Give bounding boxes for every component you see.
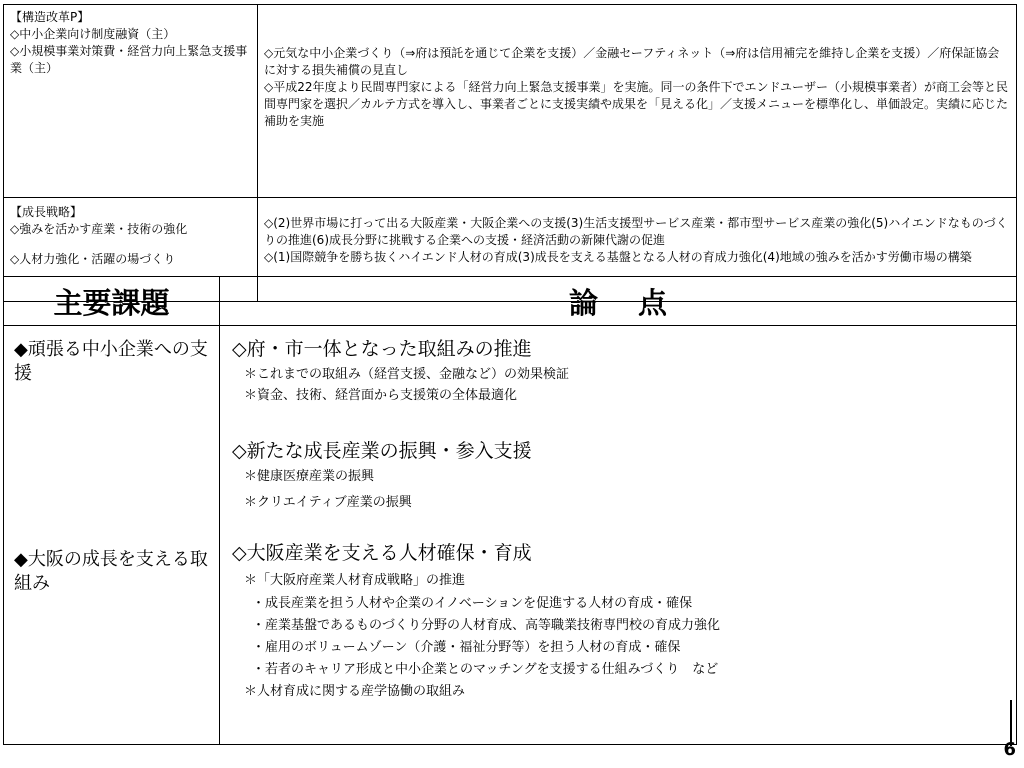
issues-points-header-row	[4, 277, 1017, 326]
issues-header: 主要課題	[4, 277, 220, 326]
structural-reform-item: ◇中小企業向け制度融資（主）	[10, 27, 176, 41]
growth-strategy-header: 【成長戦略】	[10, 205, 83, 219]
section-item: ＊人材育成に関する産学協働の取組み	[244, 684, 466, 699]
growth-strategy-detail: ◇(2)世界市場に打って出る大阪産業・大阪企業への支援(3)生活支援型サービス産業・都市型サービス産業の強化(5)ハイエンドなものづくりの推進(6)成長分野に挑戦する企業への支援・経済活動の新陳代謝の促進	[264, 216, 1008, 247]
structural-reform-detail: ◇平成22年度より民間専門家による「経営力向上緊急支援事業」を実施。同一の条件下でエンドユーザー（小規模事業者）が商工会等と民間専門家を選択／カルテ方式を導入し、事業者ごとに支援実績や成果を「見える化」／支援メニューを標準化し、単価設定。実績に応じた補助を実施	[264, 80, 1009, 128]
issues-points-body-row	[4, 326, 1017, 745]
section-sub-item: ・雇用のボリュームゾーン（介護・福祉分野等）を担う人材の育成・確保	[252, 640, 681, 655]
structural-reform-detail: ◇元気な中小企業づくり（⇒府は預託を通じて企業を支援）／金融セーフティネット（⇒府は信用補完を維持し企業を支援）／府保証協会に対する損失補償の見直し	[264, 46, 1000, 77]
section-heading: ◇新たな成長産業の振興・参入支援	[232, 440, 532, 462]
section-heading: ◇府・市一体となった取組みの推進	[232, 338, 532, 360]
issues-points-table	[3, 276, 1017, 745]
issues-cell	[4, 326, 220, 745]
points-cell	[220, 326, 1017, 745]
structural-reform-row	[4, 5, 1017, 198]
issue-sme-support: ◆頑張る中小企業への支援	[14, 339, 208, 384]
page-number: 6	[1003, 739, 1016, 760]
structural-reform-right-cell	[258, 5, 1017, 198]
structural-reform-header: 【構造改革P】	[10, 10, 90, 24]
section-sub-item: ・成長産業を担う人材や企業のイノベーションを促進する人材の育成・確保	[252, 596, 693, 611]
section-sub-item: ・産業基盤であるものづくり分野の人材育成、高等職業技術専門校の育成力強化	[252, 618, 721, 633]
points-header	[220, 277, 1017, 326]
overview-table	[3, 4, 1017, 302]
points-header-char-2: 点	[638, 285, 668, 320]
growth-strategy-item: ◇強みを活かす産業・技術の強化	[10, 222, 188, 236]
growth-strategy-item: ◇人材力強化・活躍の場づくり	[10, 252, 176, 266]
issue-osaka-growth: ◆大阪の成長を支える取組み	[14, 549, 208, 594]
structural-reform-item: ◇小規模事業対策費・経営力向上緊急支援事業（主）	[10, 44, 248, 75]
growth-strategy-detail: ◇(1)国際競争を勝ち抜くハイエンド人材の育成(3)成長を支える基盤となる人材の育成力強化(4)地域の強みを活かす労働市場の構築	[264, 250, 972, 264]
points-header-char-1: 論	[568, 285, 598, 320]
section-sub-item: ・若者のキャリア形成と中小企業とのマッチングを支援する仕組みづくり など	[252, 662, 719, 677]
section-heading: ◇大阪産業を支える人材確保・育成	[232, 542, 532, 564]
section-item: ＊クリエイティブ産業の振興	[244, 495, 412, 510]
structural-reform-left-cell	[4, 5, 258, 198]
section-item: ＊「大阪府産業人材育成戦略」の推進	[244, 573, 466, 588]
section-item: ＊健康医療産業の振興	[244, 469, 375, 484]
section-item: ＊これまでの取組み（経営支援、金融など）の効果検証	[244, 367, 570, 382]
section-item: ＊資金、技術、経営面から支援策の全体最適化	[244, 388, 518, 403]
